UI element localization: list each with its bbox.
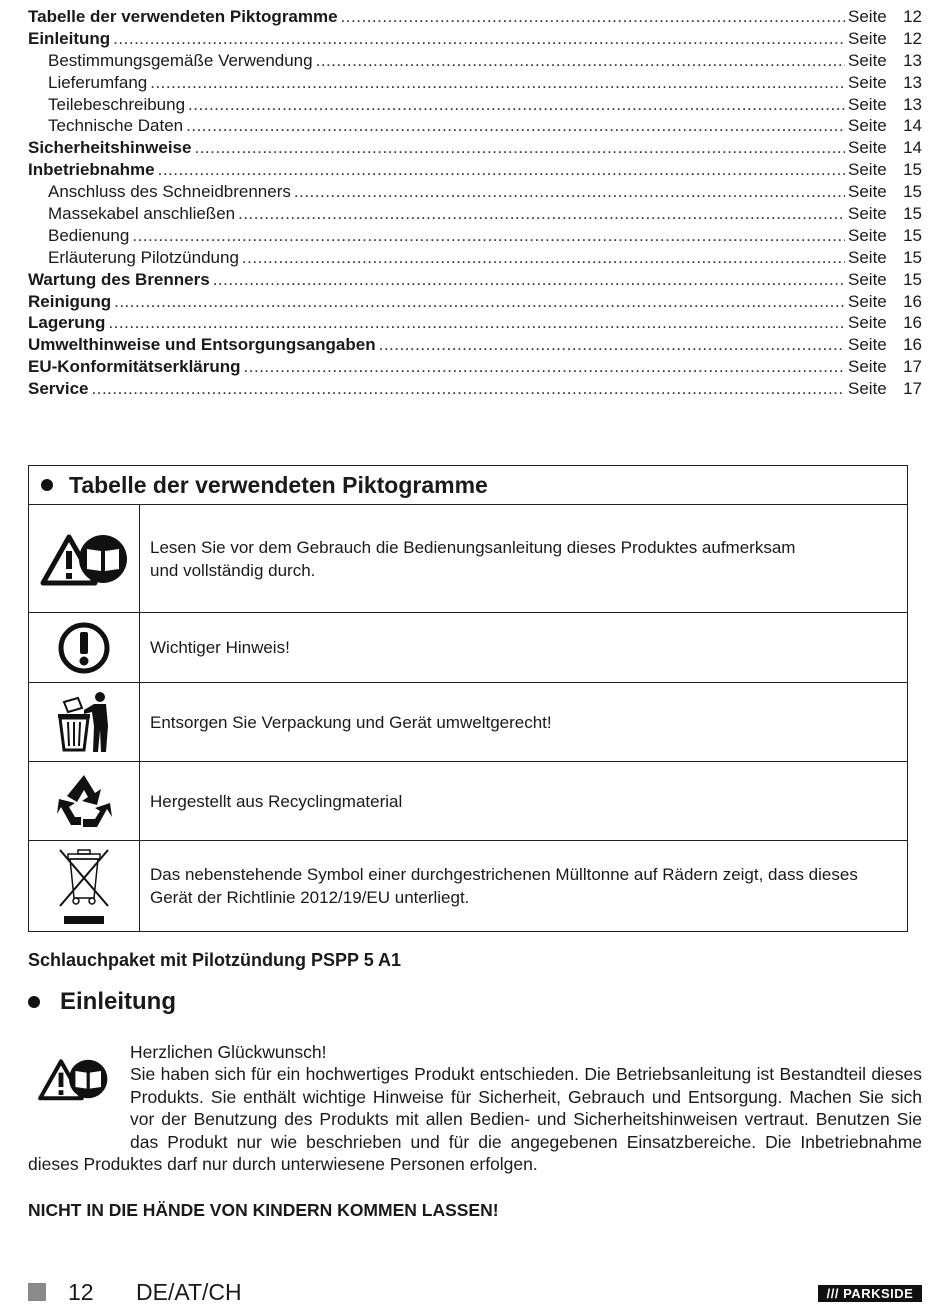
toc-entry-title: Tabelle der verwendeten Piktogramme (28, 7, 338, 26)
pictogram-description: Das nebenstehende Symbol einer durchgestrichenen Mülltonne auf Rädern zeigt, dass dieses Gerät der Richtlinie 2012/19/EU unterliegt. (150, 865, 858, 907)
toc-entry[interactable] (28, 94, 922, 116)
toc-leader-dots (92, 378, 846, 400)
product-name: Schlauchpaket mit Pilotzündung PSPP 5 A1 (28, 950, 402, 970)
pictogram-table-heading: Tabelle der verwendeten Piktogramme (29, 466, 907, 505)
toc-page-word: Seite (848, 72, 887, 92)
section-heading-einleitung: Einleitung (28, 988, 176, 1016)
toc-entry-title: Anschluss des Schneidbrenners (48, 182, 291, 202)
toc-page-word: Seite (848, 160, 887, 180)
toc-page-word: Seite (848, 225, 887, 245)
toc-entry[interactable] (28, 378, 922, 400)
pictogram-row (29, 683, 907, 762)
toc-leader-dots (242, 247, 845, 269)
pictogram-row (29, 505, 907, 613)
toc-entry-title: Erläuterung Pilotzündung (48, 247, 239, 267)
crossed-bin-icon (54, 846, 114, 926)
pictogram-description: Wichtiger Hinweis! (150, 638, 290, 657)
toc-page-number: 15 (903, 160, 922, 180)
important-notice-icon (57, 621, 111, 675)
toc-leader-dots (108, 312, 845, 334)
toc-page-number: 16 (903, 313, 922, 333)
pictogram-description: Entsorgen Sie Verpackung und Gerät umweltgerecht! (150, 712, 552, 732)
toc-entry-title: Massekabel anschließen (48, 204, 236, 224)
toc-leader-dots (132, 225, 845, 247)
toc-entry-title: EU-Konformitätserklärung (28, 357, 241, 377)
toc-page-word: Seite (848, 313, 887, 333)
toc-page-number: 13 (903, 72, 922, 92)
toc-page-number: 15 (903, 269, 922, 289)
toc-entry[interactable] (28, 50, 922, 72)
toc-entry-title: Einleitung (28, 28, 111, 48)
toc-page-number: 13 (903, 94, 922, 114)
pictogram-description: Lesen Sie vor dem Gebrauch die Bedienungsanleitung dieses Produktes aufmerksam und vollständig durch. (150, 537, 796, 580)
toc-entry-title: Lagerung (28, 313, 106, 333)
toc-page-word: Seite (848, 269, 887, 289)
toc-page-word: Seite (848, 291, 887, 311)
toc-entry-title: Inbetriebnahme (28, 160, 155, 180)
recycling-icon (55, 773, 113, 829)
toc-entry[interactable] (28, 312, 922, 334)
toc-page-word: Seite (848, 247, 887, 267)
toc-page-word: Seite (848, 94, 887, 114)
toc-entry-title: Lieferumfang (48, 72, 148, 92)
toc-page-number: 16 (903, 291, 922, 311)
dispose-properly-icon (54, 690, 114, 754)
toc-page-number: 17 (903, 379, 922, 399)
toc-leader-dots (316, 50, 845, 72)
bullet-icon (41, 479, 53, 491)
toc-page-number: 15 (903, 204, 922, 224)
toc-entry[interactable] (28, 137, 922, 159)
child-safety-warning: NICHT IN DIE HÄNDE VON KINDERN KOMMEN LASSEN! (28, 1200, 499, 1220)
pictogram-row (29, 613, 907, 683)
pictogram-table (28, 465, 908, 932)
toc-page-word: Seite (848, 204, 887, 224)
toc-page-number: 12 (903, 7, 922, 26)
toc-page-number: 15 (903, 225, 922, 245)
toc-leader-dots (238, 203, 845, 225)
toc-entry[interactable] (28, 291, 922, 313)
intro-text: Sie haben sich für ein hochwertiges Produkt entschieden. Die Betriebsanleitung ist Bestandteil dieses Produkts. Sie enthält wichtige Hinweise für Sicherheit, Gebrauch und Entsorgung. Machen Sie sich vor der Benutzung des Produkts mit allen Bedien- und Sicherheitshinweisen vertraut. Benutzen Sie das Produkt nur wie beschrieben und für die angegebenen Einsatzbereiche. Die Inbetriebnahme dieses Produktes darf nur durch unterwiesene Personen erfolgen. (28, 1064, 922, 1175)
toc-page-word: Seite (848, 335, 887, 355)
toc-page-word: Seite (848, 379, 887, 399)
warning-manual-icon (39, 529, 129, 589)
toc-leader-dots (150, 72, 845, 94)
pictogram-row (29, 841, 907, 931)
toc-entry-title: Bedienung (48, 225, 130, 245)
toc-entry-title: Teilebeschreibung (48, 94, 186, 114)
toc-entry-title: Bestimmungsgemäße Verwendung (48, 50, 313, 70)
toc-leader-dots (341, 6, 845, 28)
toc-entry-title: Wartung des Brenners (28, 269, 210, 289)
toc-leader-dots (244, 356, 845, 378)
toc-entry[interactable] (28, 269, 922, 291)
toc-page-word: Seite (848, 28, 887, 48)
toc-leader-dots (158, 159, 845, 181)
pictogram-row (29, 762, 907, 841)
intro-paragraph (28, 1041, 922, 1175)
toc-page-word: Seite (848, 116, 887, 136)
toc-page-word: Seite (848, 7, 887, 26)
toc-page-word: Seite (848, 138, 887, 158)
toc-leader-dots (186, 115, 845, 137)
toc-entry-title: Service (28, 379, 89, 399)
toc-page-number: 14 (903, 116, 922, 136)
toc-entry[interactable] (28, 356, 922, 378)
toc-entry[interactable] (28, 247, 922, 269)
toc-leader-dots (294, 181, 845, 203)
toc-entry[interactable] (28, 72, 922, 94)
toc-leader-dots (114, 291, 845, 313)
toc-leader-dots (213, 269, 845, 291)
toc-leader-dots (194, 137, 845, 159)
toc-entry-title: Technische Daten (48, 116, 184, 136)
intro-greeting: Herzlichen Glückwunsch! (130, 1042, 327, 1062)
toc-entry[interactable] (28, 334, 922, 356)
toc-page-number: 15 (903, 247, 922, 267)
toc-page-number: 17 (903, 357, 922, 377)
toc-entry[interactable] (28, 115, 922, 137)
toc-entry[interactable] (28, 203, 922, 225)
toc-entry[interactable] (28, 225, 922, 247)
toc-page-number: 15 (903, 182, 922, 202)
pictogram-description: Hergestellt aus Recyclingmaterial (150, 791, 403, 811)
toc-entry-title: Sicherheitshinweise (28, 138, 192, 158)
toc-entry-title: Reinigung (28, 291, 112, 311)
footer-marker (28, 1283, 46, 1301)
table-of-contents (28, 6, 922, 400)
toc-entry[interactable] (28, 28, 922, 50)
toc-page-number: 13 (903, 50, 922, 70)
warning-manual-icon (28, 1055, 118, 1103)
toc-entry[interactable] (28, 159, 922, 181)
page-number: 12 (68, 1279, 94, 1305)
toc-page-word: Seite (848, 182, 887, 202)
toc-entry-title: Umwelthinweise und Entsorgungsangaben (28, 335, 376, 355)
toc-page-number: 16 (903, 335, 922, 355)
toc-leader-dots (113, 28, 845, 50)
toc-page-number: 14 (903, 138, 922, 158)
toc-leader-dots (379, 334, 845, 356)
toc-entry[interactable] (28, 181, 922, 203)
toc-page-word: Seite (848, 357, 887, 377)
toc-page-word: Seite (848, 50, 887, 70)
parkside-logo: /// PARKSIDE (818, 1285, 922, 1302)
toc-leader-dots (188, 94, 845, 116)
region-label: DE/AT/CH (136, 1279, 242, 1305)
bullet-icon (28, 996, 40, 1008)
toc-page-number: 12 (903, 28, 922, 48)
toc-entry[interactable] (28, 6, 922, 28)
